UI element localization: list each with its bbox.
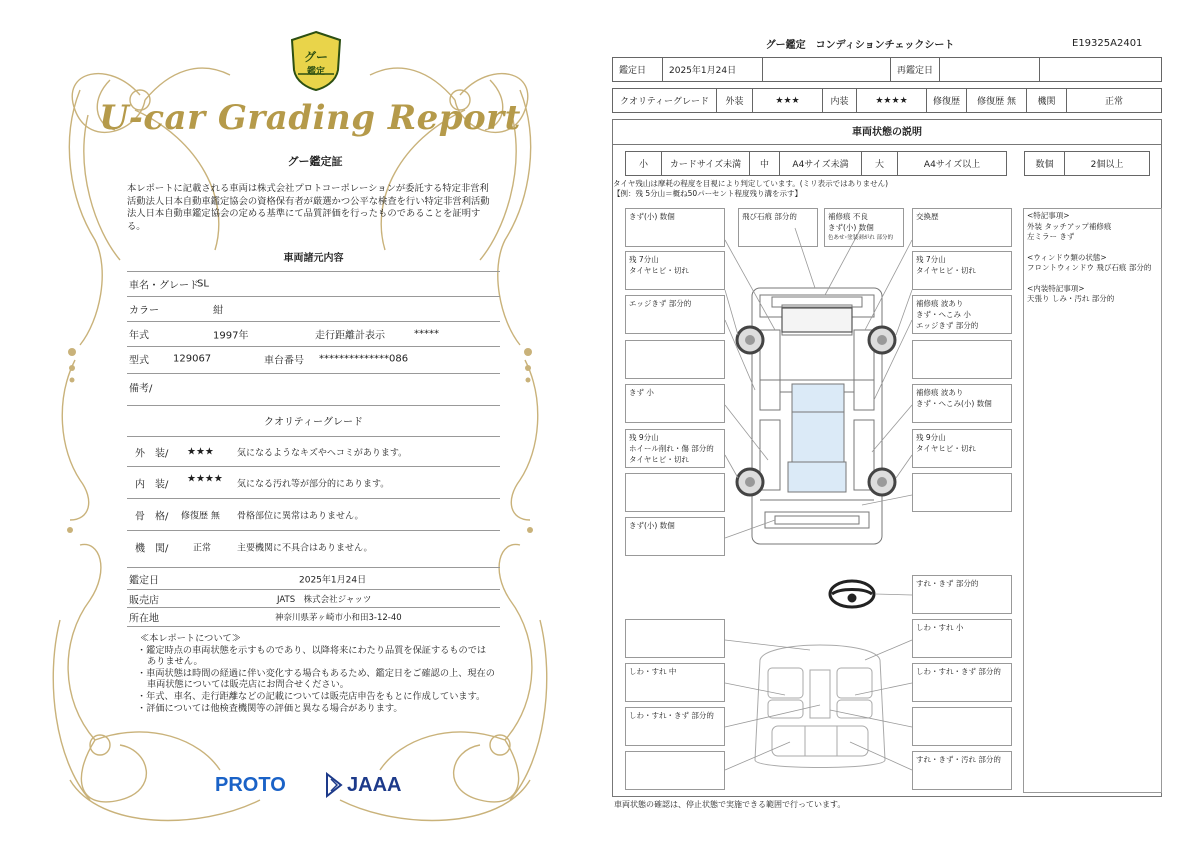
report-script-title: U-car Grading Report [99,98,521,138]
quality-label: 内 装/ [135,479,169,490]
condition-box [912,251,1012,290]
spec-row-color [127,296,500,321]
quality-desc: 骨格部位に異常はありません。 [237,511,364,521]
color-label: カラー [129,305,159,317]
goo-appraisal-logo [288,30,344,92]
note-heading: <ウィンドウ類の状態> [1027,252,1107,262]
condition-box [625,751,725,790]
quality-row-frame [127,498,500,530]
condition-text: タイヤヒビ・切れ [916,266,976,275]
sheet-title: グー鑑定 コンディションチェックシート [765,40,955,51]
legend-small: 小 [626,152,662,176]
condition-text: タイヤヒビ・切れ [629,266,689,275]
grade-label: クオリティーグレード [613,89,717,113]
engine-value: 正常 [1067,89,1162,113]
condition-text: 補修痕 波あり [916,388,964,397]
condition-box [912,429,1012,468]
spec-row-model [127,346,500,371]
logo-subtext: 鑑定 [306,67,325,77]
condition-text: すれ・きず・汚れ 部分的 [916,755,1001,764]
spec-section-title: 車両諸元内容 [283,253,344,264]
repair-value: 修復歴 無 [967,89,1027,113]
condition-box [625,707,725,746]
model-value: 129067 [173,353,212,365]
condition-text: きず・へこみ(小) 数個 [916,399,992,408]
date-label: 鑑定日 [129,575,159,586]
quality-row-interior [127,466,500,498]
quality-label: 外 装/ [135,448,169,459]
condition-text: きず(小) 数個 [629,212,675,221]
quality-label: 骨 格/ [135,511,169,522]
condition-box [625,208,725,247]
note-line: フロントウィンドウ 飛び石痕 部分的 [1027,263,1152,272]
chassis-label: 車台番号 [264,355,304,367]
condition-text: 残 7分山 [916,255,946,264]
tire-note-line: タイヤ残山は摩耗の程度を目視により判定しています。(ミリ表示ではありません) [613,179,889,188]
note-item: ・評価については他検査機関等の評価と異なる場合があります。 [137,702,403,714]
condition-text: タイヤヒビ・切れ [916,444,976,453]
note-group [1027,253,1158,274]
model-label: 型式 [129,355,149,367]
condition-text: 色あせ･塗装剥がれ 部分的 [828,235,893,241]
condition-box [912,208,1012,247]
condition-box [912,663,1012,702]
jaaa-mark-icon [325,772,343,798]
condition-text: 補修痕 不良 [828,212,868,221]
condition-box [625,663,725,702]
note-group [1027,284,1158,305]
condition-box [625,251,725,290]
condition-text: エッジきず 部分的 [916,321,979,330]
legend-count-desc: 2個以上 [1065,152,1150,176]
info-row-date [127,567,500,589]
ext-label: 外装 [717,89,753,113]
address-label: 所在地 [129,613,159,625]
odometer-value: ***** [414,328,439,340]
condition-box [625,384,725,423]
quality-value: ★★★ [187,446,214,457]
spec-row-year [127,321,500,346]
condition-text: きず 小 [629,388,654,397]
condition-box [912,340,1012,379]
condition-text: しわ・すれ・きず 部分的 [629,711,714,720]
logo-text: グー [303,50,328,64]
quality-value: ★★★★ [187,473,223,485]
condition-text: タイヤヒビ・切れ [629,455,689,464]
quality-desc: 主要機関に不具合はありません。 [237,543,373,553]
condition-text: エッジきず 部分的 [629,299,692,308]
quality-value: 修復歴 無 [181,511,220,521]
note-group [1027,211,1158,243]
footnote: 車両状態の確認は、停止状態で実施できる範囲で行っています。 [614,800,846,809]
divider [127,626,500,627]
condition-box [625,619,725,658]
note-item: ・鑑定時点の車両状態を示すものであり、以降将来にわたり品質を保証するものではありません。 [137,644,487,668]
remarks-label: 備考/ [129,383,153,394]
condition-box [912,707,1012,746]
quality-row-engine [127,530,500,562]
color-value: 紺 [213,305,223,317]
spec-row-remarks [127,373,500,399]
note-item: ・年式、車名、走行距離などの記載については販売店申告をもとに作成しています。 [137,690,486,702]
condition-box [738,208,818,247]
repair-label: 修復歴 [927,89,967,113]
note-item: ・車両状態は時間の経過に伴い変化する場合もあるため、鑑定日をご確認の上、現在の車両状態については販売店にお問合せください。 [137,667,495,691]
divider [127,405,500,406]
name-label: 車名・グレード [129,280,199,292]
condition-box [912,619,1012,658]
condition-text: きず(小) 数個 [629,521,675,530]
note-line: 天張り しみ・汚れ 部分的 [1027,294,1115,303]
condition-box [625,340,725,379]
chassis-value: **************086 [319,353,409,365]
date-label: 鑑定日 [613,58,663,82]
note-heading: <特記事項> [1027,211,1070,220]
condition-text: きず(小) 数個 [828,223,874,232]
note-line: 外装 タッチアップ補修痕 [1027,221,1112,231]
condition-text: 残 7分山 [629,255,659,264]
legend-large: 大 [862,152,898,176]
legend-small-desc: カードサイズ未満 [662,152,750,176]
quality-label: 機 関/ [135,543,169,554]
quality-row-exterior [127,436,500,466]
legend-medium: 中 [750,152,780,176]
condition-box [625,517,725,556]
condition-text: しわ・すれ 中 [629,667,677,676]
condition-text: しわ・すれ・きず 部分的 [916,667,1001,676]
engine-label: 機関 [1027,89,1067,113]
special-notes-box [1023,208,1162,793]
condition-check-sheet [600,0,1200,848]
proto-logo: PROTO [215,774,286,796]
quality-desc: 気になる汚れ等が部分的にあります。 [237,479,390,489]
legend-medium-desc: A4サイズ未満 [780,152,862,176]
info-row-address [127,607,500,626]
panel-title: 車両状態の説明 [613,120,1161,145]
report-notes [135,633,495,714]
note-line: 左ミラー きず [1027,232,1075,241]
certificate-body: 本レポートに記載される車両は株式会社プロトコーポレーションが委託する特定非営利活動法人日本自動車鑑定協会の資格保有者が厳選かつ公平な検査を行い特定非営利活動法人日本自動車鑑定協会の定める基準にて品質評価を行ったものであることを証明する。 [127,183,490,232]
condition-text: きず・へこみ 小 [916,310,971,319]
date-value: 2025年1月24日 [663,58,763,82]
condition-text: しわ・すれ 小 [916,623,964,632]
condition-text: ホイール削れ・傷 部分的 [629,444,714,453]
int-label: 内装 [823,89,857,113]
condition-box [912,575,1012,614]
condition-box [824,208,904,247]
condition-text: 交換歴 [916,212,939,221]
condition-text: すれ・きず 部分的 [916,579,979,588]
shop-value: JATS 株式会社ジャッツ [277,594,372,605]
info-row-shop [127,589,500,607]
quality-value: 正常 [193,543,212,553]
tire-note-line: 【例：残 5分山＝概ね50パーセント程度残り溝を示す】 [613,189,803,198]
quality-section-title: クオリティーグレード [264,417,363,428]
condition-box [625,429,725,468]
year-label: 年式 [129,330,149,342]
certificate-title: グー鑑定証 [287,155,343,168]
legend-count: 数個 [1025,152,1065,176]
reappraisal-label: 再鑑定日 [891,58,940,82]
condition-box [625,473,725,512]
name-value: SL [197,278,209,290]
condition-box [912,751,1012,790]
condition-box [625,295,725,334]
int-value: ★★★★ [857,89,927,113]
brand-logos [215,768,415,804]
shop-label: 販売店 [129,595,159,606]
year-value: 1997年 [213,330,249,342]
notes-heading: ≪本レポートについて≫ [140,633,241,644]
quality-desc: 気になるようなキズやヘコミがあります。 [237,448,408,458]
steering-wheel-icon [830,581,874,607]
date-value: 2025年1月24日 [299,575,367,585]
condition-text: 残 9分山 [629,433,659,442]
condition-text: 補修痕 波あり [916,299,964,308]
legend-large-desc: A4サイズ以上 [898,152,1007,176]
condition-text: 飛び石痕 部分的 [742,212,797,221]
ext-value: ★★★ [753,89,823,113]
note-heading: <内装特記事項> [1027,283,1085,293]
spec-row-name [127,271,500,296]
condition-box [912,473,1012,512]
odometer-label: 走行距離計表示 [315,330,385,342]
condition-box [912,384,1012,423]
condition-text: 残 9分山 [916,433,946,442]
address-value: 神奈川県茅ヶ崎市小和田3-12-40 [275,613,402,623]
condition-box [912,295,1012,334]
sheet-id: E19325A2401 [1072,38,1143,49]
jaaa-logo: JAAA [347,774,402,796]
